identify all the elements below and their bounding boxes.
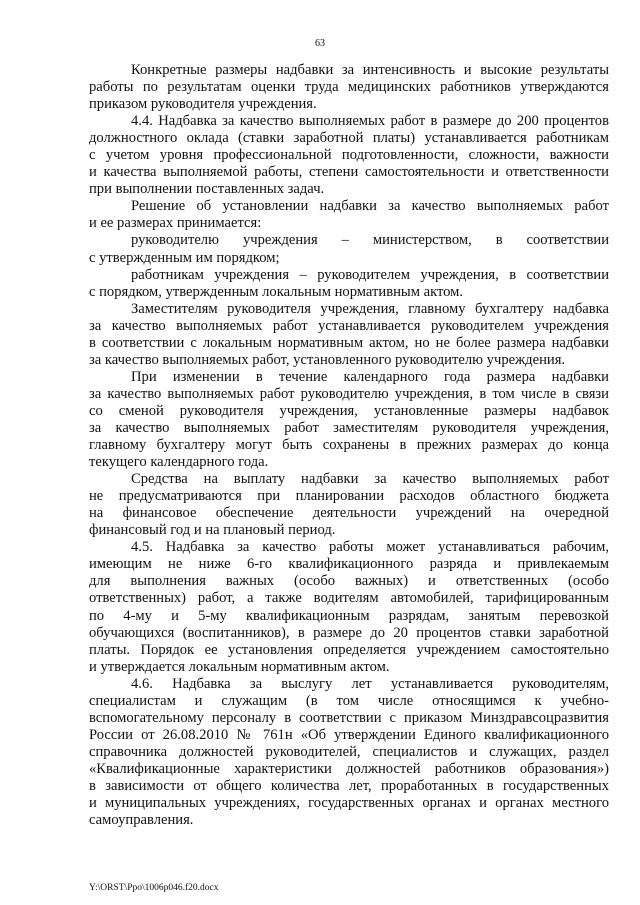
text-line: руководителю учреждения – министерством, в соответствии bbox=[131, 232, 609, 249]
text-line: по 4-му и 5-му квалификационным разрядам, занятым перевозкой bbox=[89, 607, 609, 624]
text-line: за качество выполняемых работ руководителю учреждения, в том числе в связи bbox=[89, 385, 609, 402]
text-line: со сменой руководителя учреждения, установленные размеры надбавок bbox=[89, 402, 609, 419]
text-line: самоуправления. bbox=[89, 812, 194, 829]
text-line: При изменении в течение календарного года размера надбавки bbox=[131, 368, 609, 385]
text-line: с учетом уровня профессиональной подготовленности, сложности, важности bbox=[89, 147, 609, 164]
text-line: вспомогательному персоналу в соответствии с приказом Минздравсоцразвития bbox=[89, 709, 609, 726]
text-line: ответственных) работ, а также водителям автомобилей, тарифицированным bbox=[89, 590, 609, 607]
text-line: на финансовое обеспечение деятельности учреждений на очередной bbox=[89, 505, 609, 522]
text-line: 4.6. Надбавка за выслугу лет устанавливается руководителям, bbox=[131, 675, 609, 692]
text-line: «Квалификационные характеристики должностей работников образования») bbox=[89, 760, 609, 777]
text-line: платы. Порядок ее установления определяется учреждением самостоятельно bbox=[89, 641, 609, 658]
text-line: и качества выполняемой работы, степени самостоятельности и ответственности bbox=[89, 164, 609, 181]
page-number: 63 bbox=[315, 38, 325, 49]
text-line: при выполнении поставленных задач. bbox=[89, 181, 325, 198]
text-line: в соответствии с локальным нормативным актом, но не более размера надбавки bbox=[89, 334, 609, 351]
text-line: финансовый год и на плановый период. bbox=[89, 522, 336, 539]
text-line: справочника должностей руководителей, специалистов и служащих, раздел bbox=[89, 743, 609, 760]
text-line: имеющим не ниже 6-го квалификационного разряда и привлекаемым bbox=[89, 556, 609, 573]
text-line: Заместителям руководителя учреждения, главному бухгалтеру надбавка bbox=[131, 300, 609, 317]
text-line: Средства на выплату надбавки за качество выполняемых работ bbox=[131, 471, 609, 488]
document-body bbox=[89, 62, 609, 829]
text-line: Конкретные размеры надбавки за интенсивность и высокие результаты bbox=[131, 62, 609, 78]
text-line: специалистам и служащим (в том числе относящимся к учебно- bbox=[89, 692, 609, 709]
text-line: текущего календарного года. bbox=[89, 454, 269, 471]
text-line: главному бухгалтеру могут быть сохранены в прежних размерах до конца bbox=[89, 437, 609, 454]
text-line: и ее размерах принимается: bbox=[89, 215, 262, 232]
text-line: не предусматриваются при планировании расходов областного бюджета bbox=[89, 488, 609, 505]
text-line: работникам учреждения – руководителем учреждения, в соответствии bbox=[131, 266, 609, 283]
text-line: и муниципальных учреждениях, государственных органах и органах местного bbox=[89, 795, 609, 812]
text-line: с утвержденным им порядком; bbox=[89, 249, 280, 266]
text-line: для выполнения важных (особо важных) и ответственных (особо bbox=[89, 573, 609, 590]
text-line: за качество выполняемых работ заместителям руководителя учреждения, bbox=[89, 419, 609, 436]
text-line: обучающихся (воспитанников), в размере до 20 процентов ставки заработной bbox=[89, 624, 609, 641]
text-line: с порядком, утвержденным локальным нормативным актом. bbox=[89, 283, 464, 300]
text-line: Решение об установлении надбавки за качество выполняемых работ bbox=[131, 198, 609, 215]
text-line: за качество выполняемых работ устанавливается руководителем учреждения bbox=[89, 317, 609, 334]
text-line: работы по результатам оценки труда медицинских работников утверждаются bbox=[89, 79, 609, 96]
text-line: и утверждается локальным нормативным актом. bbox=[89, 658, 390, 675]
text-line: 4.5. Надбавка за качество работы может устанавливаться рабочим, bbox=[131, 539, 609, 556]
text-line: в зависимости от общего количества лет, проработанных в государственных bbox=[89, 777, 609, 794]
text-line: России от 26.08.2010 № 761н «Об утверждении Единого квалификационного bbox=[89, 726, 609, 743]
text-line: должностного оклада (ставки заработной платы) устанавливается работникам bbox=[89, 130, 609, 147]
text-line: за качество выполняемых работ, установленного руководителю учреждения. bbox=[89, 351, 566, 368]
text-line: приказом руководителя учреждения. bbox=[89, 96, 317, 113]
file-path-footer: Y:\ORST\Ppo\1006p046.f20.docx bbox=[89, 883, 219, 893]
text-line: 4.4. Надбавка за качество выполняемых работ в размере до 200 процентов bbox=[131, 113, 609, 130]
